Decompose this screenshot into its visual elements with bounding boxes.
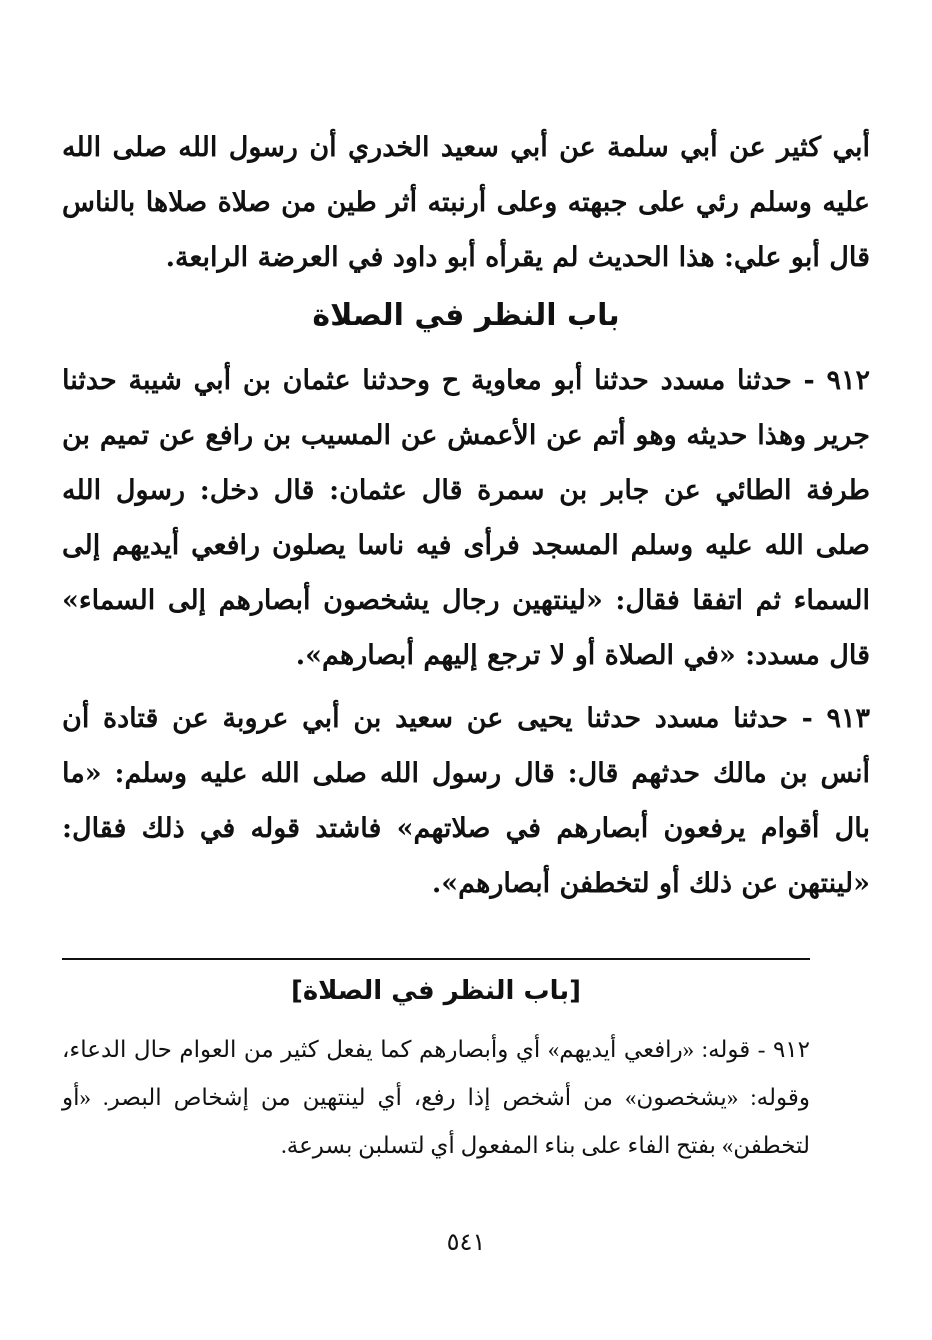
page-number: ٥٤١ [446,1228,486,1256]
footnote-separator [62,958,810,960]
hadith-912-paragraph [62,353,870,683]
footnote-text: ٩١٢ - قوله: «رافعي أيديهم» أي وأبصارهم كما يفعل كثير من العوام حال الدعاء، وقوله: «يشخصون» من أشخص إذا رفع، أي لينتهين من إشخاص البصر. «أو لتخطفن» بفتح الفاء على بناء المفعول أي لتسلبن بسرعة. [62,1037,810,1158]
hadith-913-text: - حدثنا مسدد حدثنا يحيى عن سعيد بن أبي عروبة عن قتادة أن أنس بن مالك حدثهم قال: قال رسول الله صلى الله عليه وسلم: «ما بال أقوام يرفعون أبصارهم في صلاتهم» فاشتد قوله في ذلك فقال: «لينتهن عن ذلك أو لتخطفن أبصارهم». [62,703,870,899]
main-text-block [62,120,870,911]
footnote-heading: [باب النظر في الصلاة] [290,976,582,1006]
chapter-title: باب النظر في الصلاة [312,298,620,333]
footnotes-section [62,966,810,1170]
hadith-913-number: ٩١٣ [826,703,870,734]
opening-paragraph: أبي كثير عن أبي سلمة عن أبي سعيد الخدري أن رسول الله صلى الله عليه وسلم رئي على جبهته وعلى أرنبته أثر طين من صلاة صلاها بالناس قال أبو علي: هذا الحديث لم يقرأه أبو داود في العرضة الرابعة. [62,132,870,273]
main-text [62,120,870,911]
hadith-912-number: ٩١٢ [826,365,870,396]
hadith-913-paragraph [62,691,870,911]
hadith-912-text: - حدثنا مسدد حدثنا أبو معاوية ح وحدثنا عثمان بن أبي شيبة حدثنا جرير وهذا حديثه وهو أتم عن الأعمش عن المسيب بن رافع عن تميم بن طرفة الطائي عن جابر بن سمرة قال عثمان: قال دخل: رسول الله صلى الله عليه وسلم المسجد فرأى فيه ناسا يصلون رافعي أيديهم إلى السماء ثم اتفقا فقال: «لينتهين رجال يشخصون أبصارهم إلى السماء» قال مسدد: «في الصلاة أو لا ترجع إليهم أبصارهم». [62,365,870,671]
